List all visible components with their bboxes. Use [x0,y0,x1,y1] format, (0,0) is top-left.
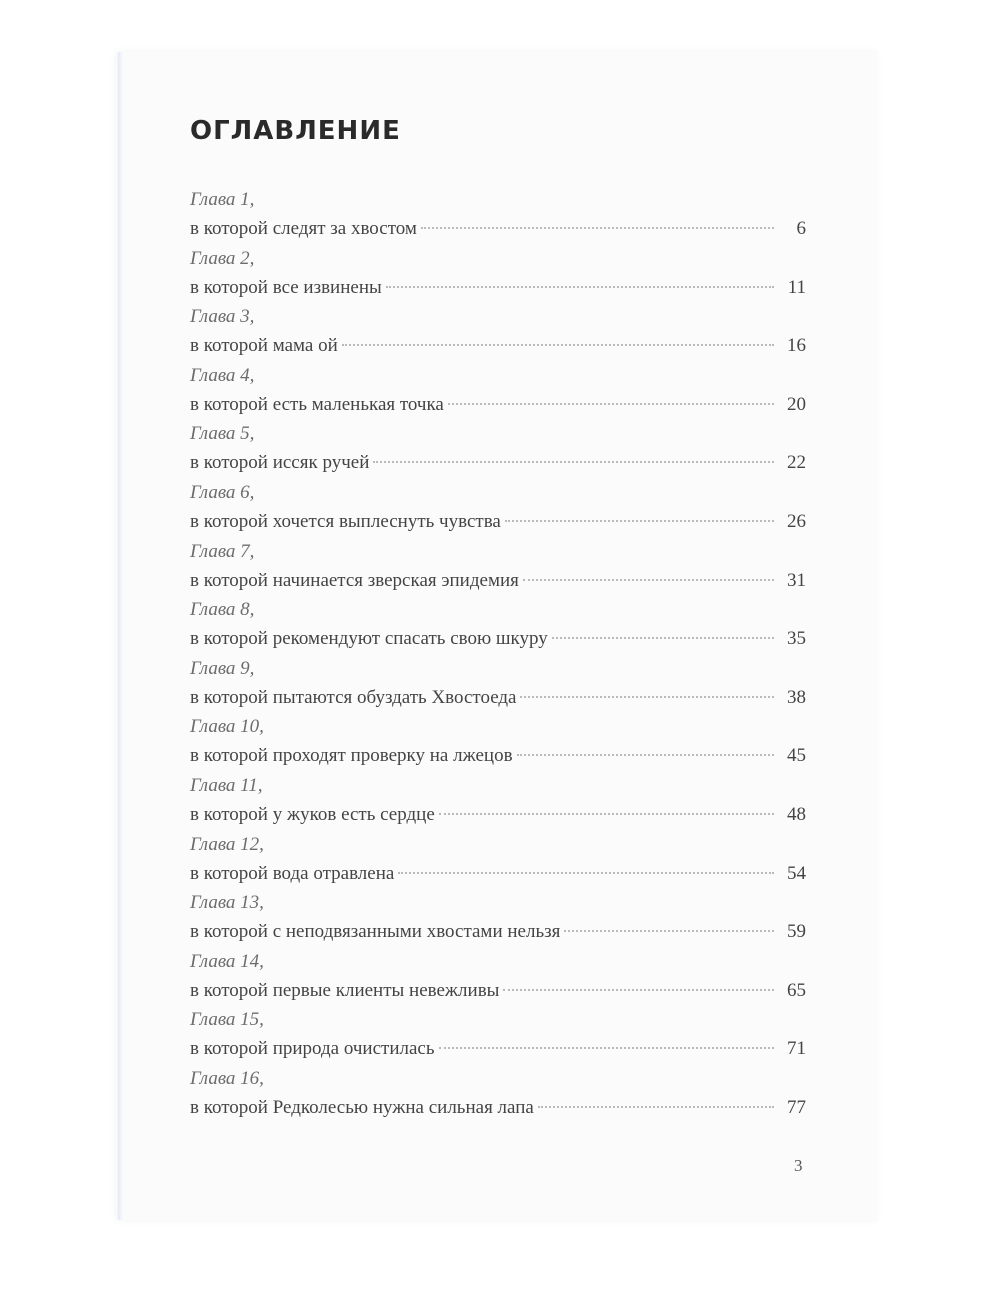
toc-entry-line [190,800,806,830]
dot-leader [520,696,774,698]
toc-entry-line [190,1093,806,1123]
chapter-title: в которой пытаются обуздать Хвостоеда [190,686,517,708]
toc-entry-line [190,214,806,244]
chapter-title: в которой иссяк ручей [190,452,370,474]
toc-heading: ОГЛАВЛЕНИЕ [190,116,401,146]
chapter-title: в которой мама ой [190,335,338,357]
toc-entry-line [190,683,806,713]
chapter-label: Глава 3, [190,306,255,328]
toc-entry [190,948,806,1007]
toc-entry-line [190,448,806,478]
toc-entry-line [190,390,806,420]
toc-entry-line [190,273,806,303]
chapter-label: Глава 7, [190,540,255,562]
chapter-label: Глава 16, [190,1067,264,1089]
chapter-title: в которой рекомендуют спасать свою шкуру [190,628,548,650]
page-number: 45 [787,745,806,767]
chapter-label: Глава 2, [190,247,255,269]
toc-entry-line [190,507,806,537]
dot-leader [386,286,774,288]
page-number: 59 [787,921,806,943]
page-number: 38 [787,686,806,708]
dot-leader [523,579,774,581]
chapter-title: в которой проходят проверку на лжецов [190,745,513,767]
page-number: 16 [787,335,806,357]
chapter-label: Глава 4, [190,364,255,386]
dot-leader [439,1047,775,1049]
toc-entry-line [190,566,806,596]
dot-leader [505,520,774,522]
toc-entry-line [190,1034,806,1064]
page-number: 48 [787,803,806,825]
toc-entry-line [190,624,806,654]
chapter-title: в которой с неподвязанными хвостами нельзя [190,921,561,943]
page-number: 35 [787,628,806,650]
toc-entry [190,420,806,479]
toc-entry [190,245,806,304]
dot-leader [552,637,774,639]
dot-leader [373,461,774,463]
chapter-title: в которой природа очистилась [190,1038,435,1060]
toc-entry [190,772,806,831]
page-number: 20 [787,393,806,415]
toc-entry [190,596,806,655]
chapter-label: Глава 14, [190,950,264,972]
toc-entry-line [190,976,806,1006]
page-number: 26 [787,510,806,532]
dot-leader [398,872,774,874]
toc-entry [190,1065,806,1124]
chapter-label: Глава 6, [190,481,255,503]
page-number: 65 [787,979,806,1001]
dot-leader [503,989,774,991]
chapter-title: в которой все извинены [190,276,382,298]
toc-entry [190,831,806,890]
page-number: 71 [787,1038,806,1060]
folio-page-number: 3 [794,1156,803,1175]
toc-entry-line [190,859,806,889]
chapter-label: Глава 9, [190,657,255,679]
dot-leader [538,1106,774,1108]
chapter-title: в которой есть маленькая точка [190,393,444,415]
toc-entry [190,889,806,948]
chapter-label: Глава 11, [190,774,263,796]
chapter-title: в которой следят за хвостом [190,218,417,239]
page-number: 31 [787,569,806,591]
toc-entry [190,479,806,538]
page-number: 54 [787,862,806,884]
dot-leader [421,227,774,229]
chapter-title: в которой начинается зверская эпидемия [190,569,519,591]
chapter-label: Глава 10, [190,716,264,738]
toc-entry [190,186,806,245]
toc-list [190,186,806,1124]
toc-entry-line [190,741,806,771]
toc-entry [190,303,806,362]
dot-leader [564,930,774,932]
dot-leader [517,754,774,756]
chapter-label: Глава 15, [190,1009,264,1031]
page-number: 6 [796,218,806,239]
page-number: 77 [787,1096,806,1118]
dot-leader [439,813,774,815]
toc-entry [190,538,806,597]
toc-entry [190,1006,806,1065]
dot-leader [448,403,774,405]
chapter-title: в которой хочется выплеснуть чувства [190,510,501,532]
page-edge-shadow [118,52,123,1220]
page-number: 22 [787,452,806,474]
toc-entry [190,655,806,714]
chapter-label: Глава 1, [190,189,255,210]
chapter-label: Глава 8, [190,599,255,621]
toc-entry-line [190,331,806,361]
page-number: 11 [787,276,806,298]
toc-entry-line [190,917,806,947]
dot-leader [342,344,774,346]
chapter-label: Глава 5, [190,423,255,445]
chapter-title: в которой у жуков есть сердце [190,803,435,825]
toc-entry [190,362,806,421]
chapter-title: в которой Редколесью нужна сильная лапа [190,1096,534,1118]
toc-entry [190,713,806,772]
chapter-label: Глава 12, [190,833,264,855]
chapter-title: в которой вода отравлена [190,862,395,884]
chapter-title: в которой первые клиенты невежливы [190,979,500,1001]
chapter-label: Глава 13, [190,892,264,914]
